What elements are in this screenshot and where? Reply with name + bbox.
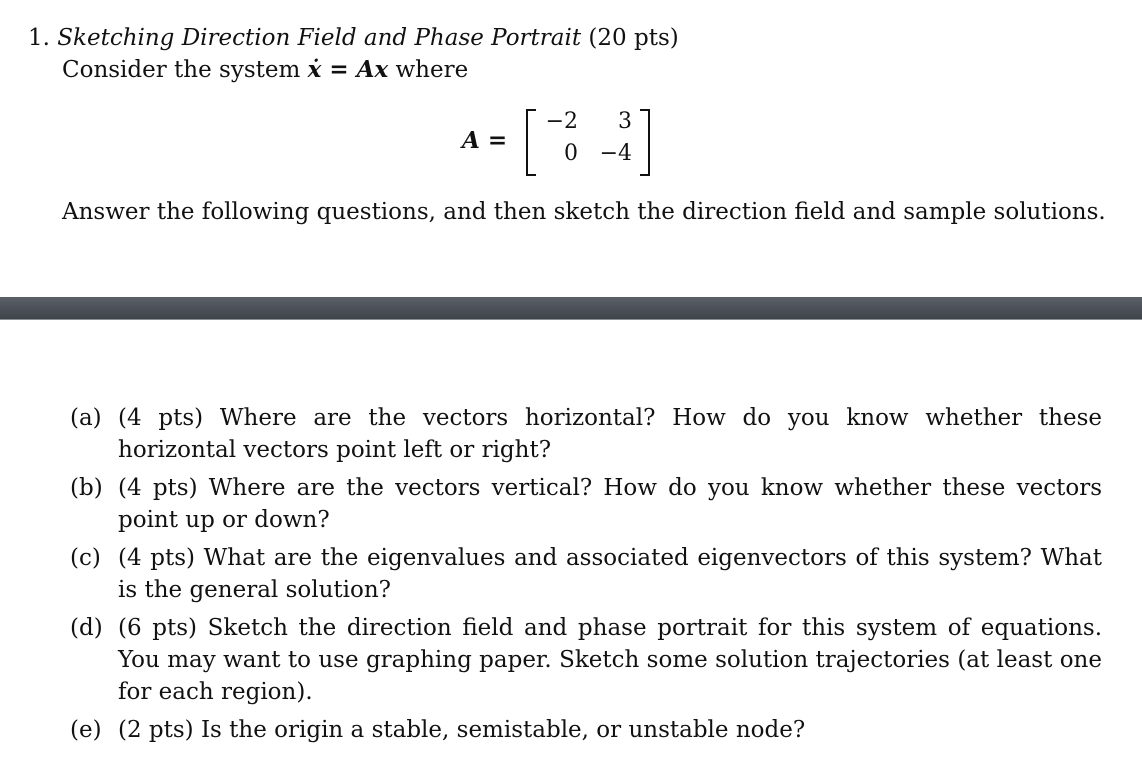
question-c bbox=[70, 542, 1102, 606]
question-label: (c) bbox=[70, 545, 101, 571]
matrix-right-bracket bbox=[640, 109, 650, 176]
question-text: (4 pts) What are the eigenvalues and associated eigenvectors of this system? What is the general solution? bbox=[118, 545, 1102, 603]
question-label: (b) bbox=[70, 475, 103, 501]
consider-suffix: where bbox=[395, 57, 469, 83]
problem-title: Sketching Direction Field and Phase Portrait bbox=[57, 25, 582, 51]
matrix-cell-a12: 3 bbox=[618, 109, 632, 134]
question-a bbox=[70, 402, 1102, 466]
question-label: (e) bbox=[70, 717, 102, 743]
toolbar-divider bbox=[0, 297, 1142, 320]
question-d bbox=[70, 612, 1102, 708]
matrix-cell-a22: −4 bbox=[599, 141, 632, 166]
question-text: (6 pts) Sketch the direction field and phase portrait for this system of equations. You may want to use graphing paper. Sketch some solution trajectories (at least one for each region). bbox=[118, 615, 1102, 705]
matrix-left-bracket bbox=[526, 109, 536, 176]
question-list bbox=[70, 402, 1102, 752]
problem-header bbox=[28, 24, 679, 52]
matrix-cell-a21: 0 bbox=[564, 141, 578, 166]
question-label: (d) bbox=[70, 615, 103, 641]
instructions: Answer the following questions, and then sketch the direction field and sample solutions. bbox=[62, 199, 1106, 225]
question-text: (4 pts) Where are the vectors horizontal? How do you know whether these horizontal vectors point left or right? bbox=[118, 405, 1102, 463]
matrix-label-text: A = bbox=[462, 127, 508, 154]
question-label: (a) bbox=[70, 405, 102, 431]
question-text: (4 pts) Where are the vectors vertical? How do you know whether these vectors point up or down? bbox=[118, 475, 1102, 533]
system-equation: ẋ = Ax bbox=[307, 56, 389, 83]
question-e bbox=[70, 714, 1102, 746]
consider-prefix: Consider the system bbox=[62, 57, 301, 83]
problem-number: 1. bbox=[28, 25, 50, 51]
matrix-label bbox=[462, 127, 507, 154]
system-statement bbox=[62, 56, 468, 84]
question-b bbox=[70, 472, 1102, 536]
problem-points: (20 pts) bbox=[588, 25, 679, 51]
question-text: (2 pts) Is the origin a stable, semistable, or unstable node? bbox=[118, 717, 806, 743]
matrix-cell-a11: −2 bbox=[545, 109, 578, 134]
